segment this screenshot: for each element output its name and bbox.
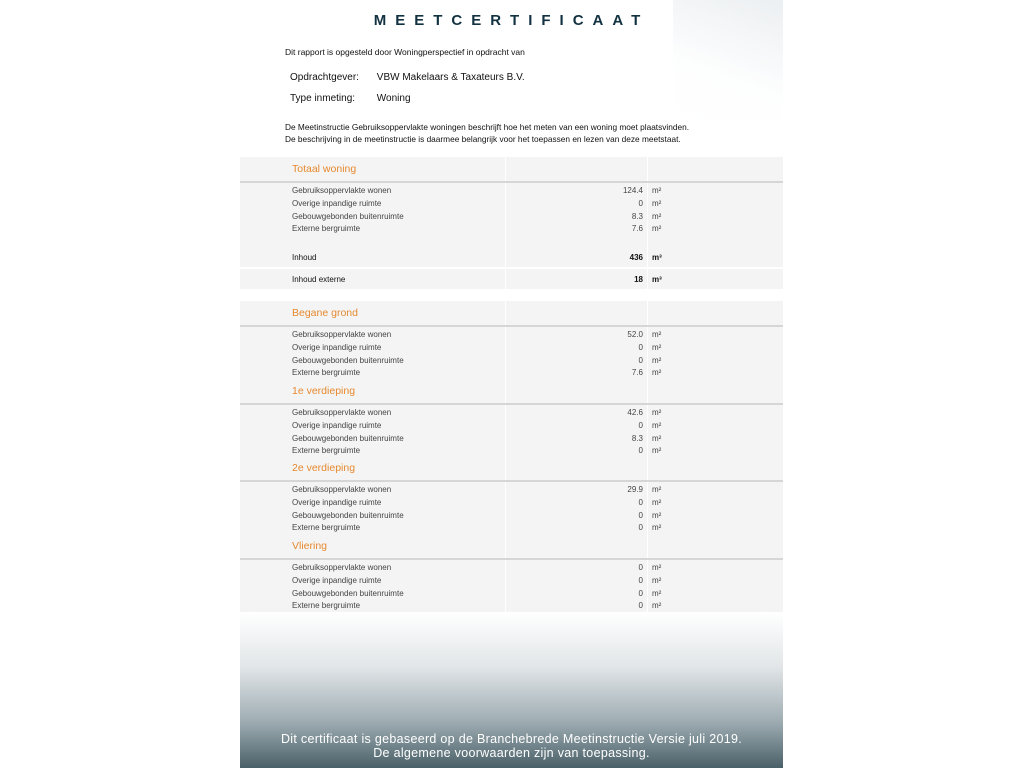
section-title: 1e verdieping: [292, 385, 356, 397]
description-line: De beschrijving in de meetinstructie is daarmee belangrijk voor het toepassen en lezen van deze meetstaat.: [285, 134, 681, 144]
row-label: Overige inpandige ruimte: [292, 342, 382, 352]
row-value: 8.3: [631, 433, 643, 443]
footer-line: Dit certificaat is gebaseerd op de Branchebrede Meetinstructie Versie juli 2019.: [280, 732, 743, 746]
row-value: 0: [638, 446, 643, 456]
intro-text: Dit rapport is opgesteld door Woningperspectief in opdracht van: [285, 47, 525, 57]
row-unit: m²: [652, 342, 662, 352]
inhoud-externe-unit: m³: [652, 275, 662, 284]
row-value: 0: [638, 342, 643, 352]
section-totaal-woning: [240, 157, 783, 249]
row-value: 42.6: [627, 408, 643, 417]
row-value: 0: [638, 601, 643, 611]
row-unit: m²: [652, 575, 662, 585]
row-label: Gebouwgebonden buitenruimte: [292, 433, 404, 443]
row-value: 0: [638, 575, 643, 585]
section-rows: [240, 560, 783, 614]
row-label: Gebruiksoppervlakte wonen: [292, 408, 392, 417]
section-vliering: [240, 534, 783, 614]
table-row: [240, 342, 783, 355]
row-label: Gebouwgebonden buitenruimte: [292, 510, 404, 520]
inhoud-unit: m³: [652, 253, 662, 262]
section-2e-verdieping: [240, 456, 783, 536]
section-title: Vliering: [292, 540, 328, 552]
row-value: 52.0: [627, 330, 643, 339]
table-row: [240, 588, 783, 601]
row-label: Gebruiksoppervlakte wonen: [292, 330, 392, 339]
row-unit: m²: [652, 408, 662, 417]
row-value: 0: [638, 497, 643, 507]
inhoud-row: [240, 247, 783, 267]
section-header: [240, 534, 783, 560]
table-row: [240, 497, 783, 510]
table-row: [240, 223, 783, 236]
row-unit: m²: [652, 485, 662, 494]
row-unit: m²: [652, 198, 662, 208]
description-line: De Meetinstructie Gebruiksoppervlakte woningen beschrijft hoe het meten van een woning moet plaatsvinden.: [285, 122, 690, 132]
section-header: [240, 301, 783, 327]
table-row: [240, 484, 783, 497]
row-unit: m²: [652, 433, 662, 443]
row-value: 7.6: [631, 224, 643, 234]
row-label: Overige inpandige ruimte: [292, 575, 382, 585]
footer-banner: [240, 612, 783, 768]
row-unit: m²: [652, 211, 662, 221]
section-rows: [240, 482, 783, 536]
table-row: [240, 433, 783, 446]
row-unit: m²: [652, 497, 662, 507]
row-unit: m²: [652, 588, 662, 598]
table-row: [240, 355, 783, 368]
row-label: Externe bergruimte: [292, 523, 361, 533]
row-value: 0: [638, 523, 643, 533]
inhoud-externe-value: 18: [634, 275, 643, 284]
meta-type-label: Type inmeting:: [290, 93, 356, 104]
table-row: [240, 198, 783, 211]
section-begane-grond: [240, 301, 783, 381]
row-label: Gebouwgebonden buitenruimte: [292, 211, 404, 221]
row-value: 0: [638, 563, 643, 572]
section-header: [240, 456, 783, 482]
meta-client-row: [290, 72, 525, 83]
row-label: Gebruiksoppervlakte wonen: [292, 563, 392, 572]
section-rows: [240, 327, 783, 381]
row-value: 0: [638, 510, 643, 520]
row-unit: m²: [652, 601, 662, 611]
footer-line: De algemene voorwaarden zijn van toepassing.: [373, 746, 650, 760]
row-label: Gebruiksoppervlakte wonen: [292, 186, 392, 195]
section-rows: [240, 405, 783, 459]
row-unit: m²: [652, 420, 662, 430]
section-title: 2e verdieping: [292, 462, 356, 474]
row-value: 0: [638, 588, 643, 598]
table-row: [240, 510, 783, 523]
row-unit: m²: [652, 330, 662, 339]
row-unit: m²: [652, 563, 662, 572]
row-label: Overige inpandige ruimte: [292, 497, 382, 507]
row-unit: m²: [652, 368, 662, 378]
inhoud-value: 436: [629, 253, 643, 262]
row-unit: m²: [652, 446, 662, 456]
section-title: Begane grond: [292, 307, 358, 319]
row-label: Gebouwgebonden buitenruimte: [292, 588, 404, 598]
row-value: 124.4: [622, 186, 643, 195]
section-1e-verdieping: [240, 379, 783, 459]
row-label: Externe bergruimte: [292, 368, 361, 378]
section-header: [240, 157, 783, 183]
certificate-page: [240, 0, 783, 768]
row-value: 0: [638, 198, 643, 208]
row-unit: m²: [652, 523, 662, 533]
description: [285, 121, 755, 145]
row-unit: m²: [652, 355, 662, 365]
row-unit: m²: [652, 510, 662, 520]
table-row: [240, 562, 783, 575]
section-header: [240, 379, 783, 405]
table-row: [240, 211, 783, 224]
table-row: [240, 575, 783, 588]
row-label: Externe bergruimte: [292, 601, 361, 611]
table-row: [240, 420, 783, 433]
meta-type-row: [290, 93, 411, 104]
meta-client-value: VBW Makelaars & Taxateurs B.V.: [376, 72, 525, 83]
section-rows: [240, 183, 783, 249]
row-label: Overige inpandige ruimte: [292, 420, 382, 430]
row-label: Gebruiksoppervlakte wonen: [292, 485, 392, 494]
table-row: [240, 407, 783, 420]
page-title: MEETCERTIFICAAT: [373, 12, 650, 29]
table-row: [240, 329, 783, 342]
row-value: 0: [638, 420, 643, 430]
row-value: 0: [638, 355, 643, 365]
row-value: 7.6: [631, 368, 643, 378]
table-row: [240, 185, 783, 198]
row-label: Gebouwgebonden buitenruimte: [292, 355, 404, 365]
meta-type-value: Woning: [376, 93, 411, 104]
row-value: 8.3: [631, 211, 643, 221]
row-unit: m²: [652, 224, 662, 234]
row-label: Externe bergruimte: [292, 224, 361, 234]
inhoud-externe-row: [240, 269, 783, 289]
row-label: Externe bergruimte: [292, 446, 361, 456]
row-label: Overige inpandige ruimte: [292, 198, 382, 208]
row-value: 29.9: [627, 485, 643, 494]
meta-client-label: Opdrachtgever:: [290, 72, 359, 83]
row-unit: m²: [652, 186, 662, 195]
inhoud-externe-label: Inhoud externe: [292, 275, 346, 284]
inhoud-label: Inhoud: [292, 253, 317, 262]
section-title: Totaal woning: [292, 163, 357, 175]
